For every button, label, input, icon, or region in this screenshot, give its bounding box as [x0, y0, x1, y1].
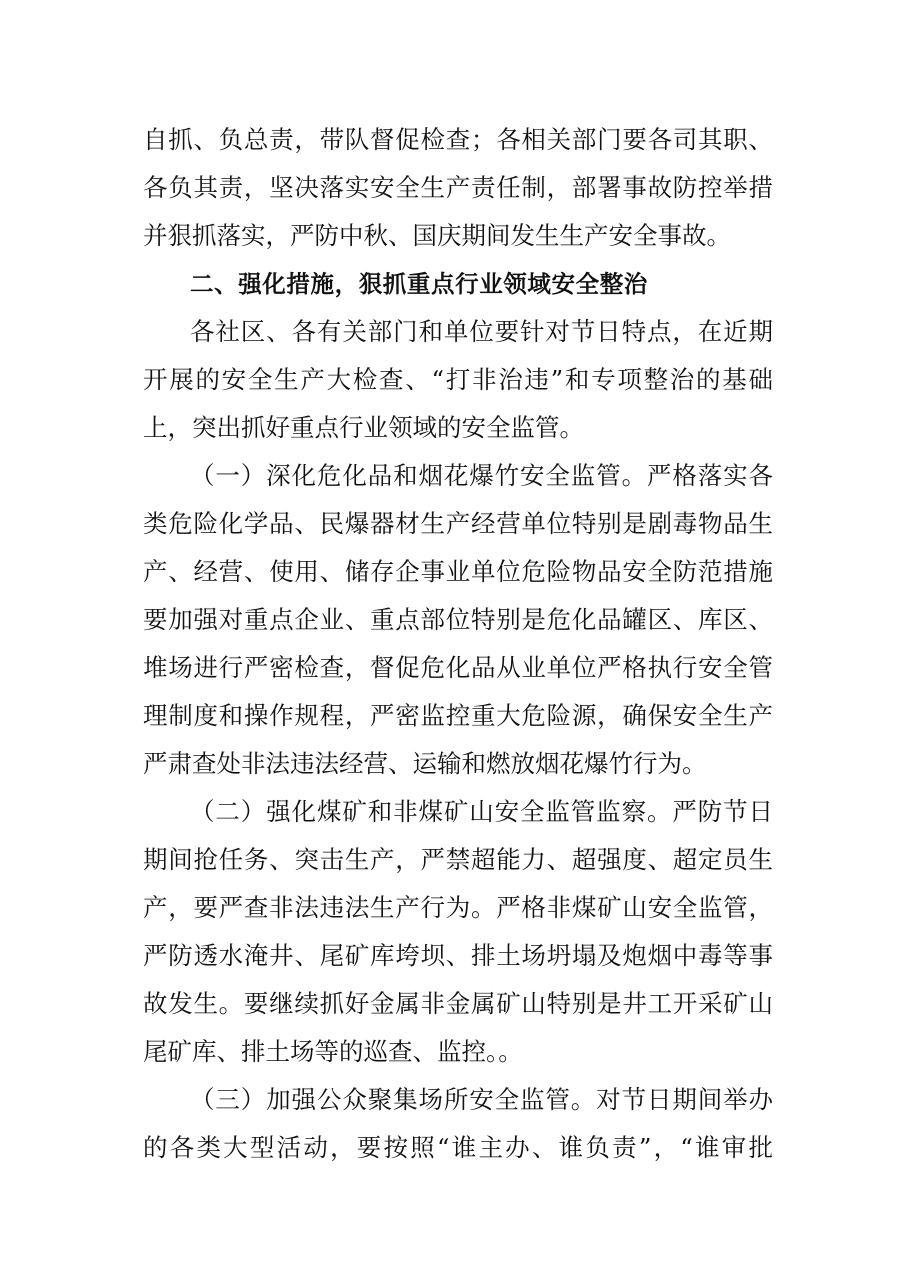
paragraph-line: 产，要严查非法违法生产行为。严格非煤矿山安全监管， [143, 893, 773, 922]
paragraph-line: 并狠抓落实，严防中秋、国庆期间发生生产安全事故。 [143, 221, 731, 250]
paragraph-line: 要加强对重点企业、重点部位特别是危化品罐区、库区、 [143, 605, 773, 634]
paragraph-line: 期间抢任务、突击生产，严禁超能力、超强度、超定员生 [143, 845, 773, 874]
paragraph-line: 上，突出抓好重点行业领域的安全监管。 [143, 413, 584, 442]
paragraph-line: 堆场进行严密检查，督促危化品从业单位严格执行安全管 [143, 653, 773, 682]
paragraph-line: 的各类大型活动，要按照“谁主办、谁负责”，“谁审批 [143, 1133, 773, 1162]
paragraph-line: （一）深化危化品和烟花爆竹安全监管。严格落实各 [190, 461, 773, 490]
paragraph-line: 严防透水淹井、尾矿库垮坝、排土场坍塌及炮烟中毒等事 [143, 941, 773, 970]
paragraph-line: （三）加强公众聚集场所安全监管。对节日期间举办 [190, 1085, 773, 1114]
paragraph-line: 开展的安全生产大检查、“打非治违”和专项整治的基础 [143, 365, 773, 394]
paragraph-line: （二）强化煤矿和非煤矿山安全监管监察。严防节日 [190, 797, 773, 826]
section-heading: 二、强化措施，狠抓重点行业领域安全整治 [190, 270, 648, 298]
paragraph-line: 产、经营、使用、储存企事业单位危险物品安全防范措施 [143, 557, 773, 586]
paragraph-line: 类危险化学品、民爆器材生产经营单位特别是剧毒物品生 [143, 509, 773, 538]
paragraph-line: 故发生。要继续抓好金属非金属矿山特别是井工开采矿山 [143, 989, 773, 1018]
paragraph-line: 自抓、负总责，带队督促检查；各相关部门要各司其职、 [143, 125, 773, 154]
paragraph-line: 尾矿库、排土场等的巡查、监控。。 [143, 1037, 523, 1066]
paragraph-line: 各社区、各有关部门和单位要针对节日特点，在近期 [190, 317, 773, 346]
paragraph-line: 各负其责，坚决落实安全生产责任制，部署事故防控举措 [143, 173, 773, 202]
paragraph-line: 严肃查处非法违法经营、运输和燃放烟花爆竹行为。 [143, 749, 707, 778]
paragraph-line: 理制度和操作规程，严密监控重大危险源，确保安全生产 [143, 701, 773, 730]
